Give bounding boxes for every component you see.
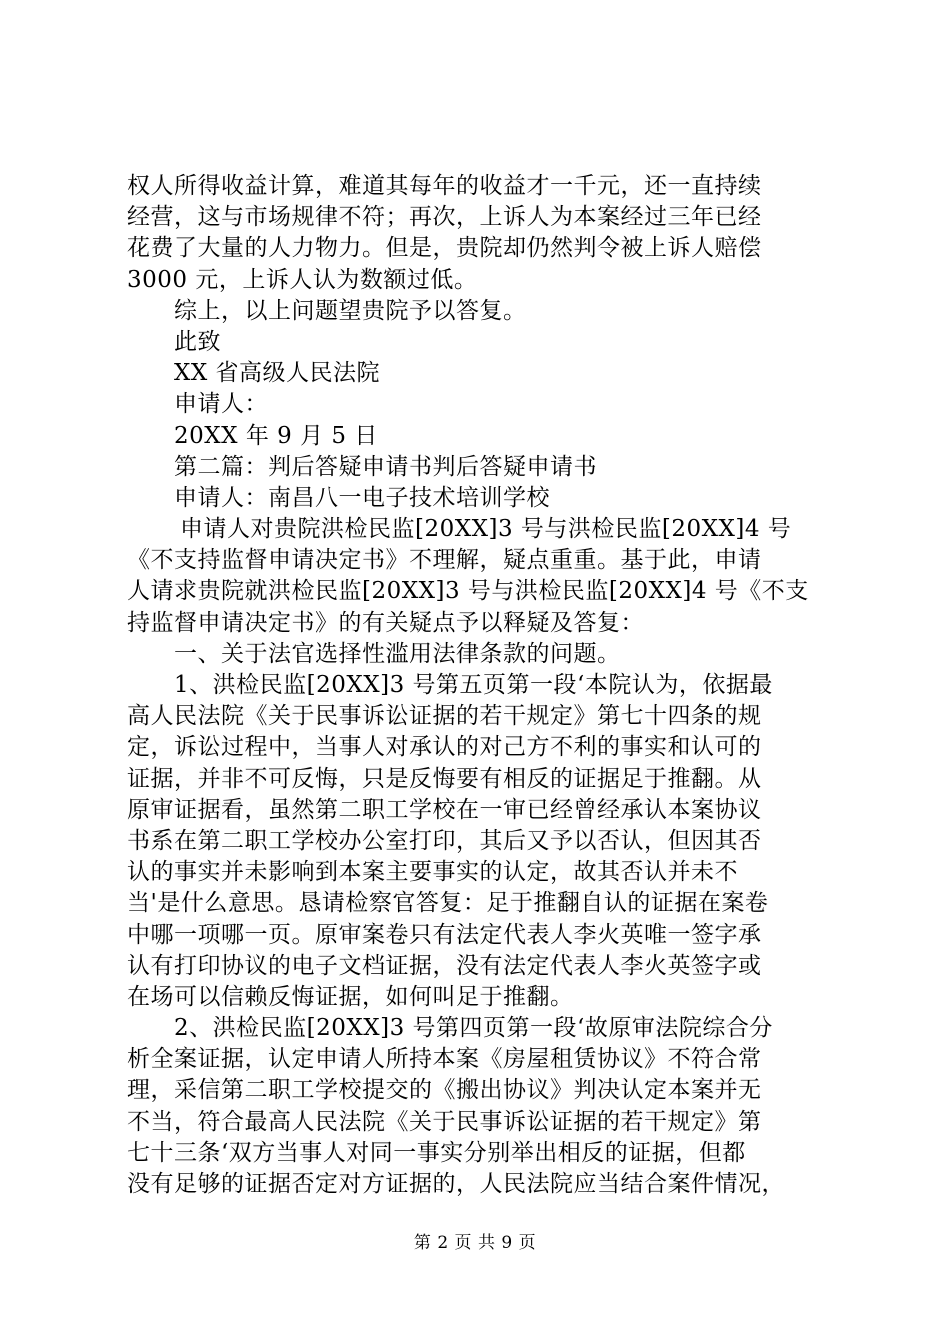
text-line: 不当，符合最高人民法院《关于民事诉讼证据的若干规定》第 — [127, 1108, 762, 1135]
text-line: 中哪一项哪一页。原审案卷只有法定代表人李火英唯一签字承 — [127, 921, 762, 948]
text-line: 《不支持监督申请决定书》不理解，疑点重重。基于此，申请 — [127, 547, 762, 574]
text-line: 权人所得收益计算，难道其每年的收益才一千元，还一直持续 — [127, 173, 762, 199]
text-line: 综上，以上问题望贵院予以答复。 — [174, 297, 527, 324]
text-line: 高人民法院《关于民事诉讼证据的若干规定》第七十四条的规 — [127, 703, 762, 730]
date-line: 20XX 年 9 月 5 日 — [174, 422, 378, 449]
text-line: 3000 元，上诉人认为数额过低。 — [127, 266, 478, 293]
recipient: XX 省高级人民法院 — [174, 360, 381, 387]
applicant-label: 申请人： — [174, 391, 268, 418]
section-title: 第二篇：判后答疑申请书判后答疑申请书 — [174, 453, 597, 480]
text-line: 原审证据看，虽然第二职工学校在一审已经曾经承认本案协议 — [127, 796, 762, 823]
text-line: 理，采信第二职工学校提交的《搬出协议》判决认定本案并无 — [127, 1077, 762, 1104]
text-line: 没有足够的证据否定对方证据的，人民法院应当结合案件情况， — [127, 1171, 785, 1197]
text-line: 定，诉讼过程中，当事人对承认的对己方不利的事实和认可的 — [127, 734, 762, 761]
salutation: 此致 — [174, 328, 221, 355]
text-line: 认的事实并未影响到本案主要事实的认定，故其否认并未不 — [127, 859, 738, 886]
document-body — [127, 171, 827, 1200]
text-line: 持监督申请决定书》的有关疑点予以释疑及答复： — [127, 609, 644, 636]
text-line: 申请人对贵院洪检民监[20XX]3 号与洪检民监[20XX]4 号 — [180, 516, 792, 543]
text-line: 1、洪检民监[20XX]3 号第五页第一段‘本院认为，依据最 — [174, 672, 773, 698]
text-line: 当'是什么意思。恳请检察官答复：足于推翻自认的证据在案卷 — [127, 890, 769, 917]
text-line: 2、洪检民监[20XX]3 号第四页第一段‘故原审法院综合分 — [174, 1015, 773, 1042]
text-line: 七十三条‘双方当事人对同一事实分别举出相反的证据，但都 — [127, 1139, 746, 1166]
text-line: 经营，这与市场规律不符；再次，上诉人为本案经过三年已经 — [127, 204, 762, 231]
text-line: 人请求贵院就洪检民监[20XX]3 号与洪检民监[20XX]4 号《不支 — [127, 578, 809, 605]
text-line: 书系在第二职工学校办公室打印，其后又予以否认，但因其否 — [127, 827, 762, 854]
applicant-line: 申请人：南昌八一电子技术培训学校 — [174, 484, 550, 511]
heading-line: 一、关于法官选择性滥用法律条款的问题。 — [174, 640, 621, 667]
page-number: 第 2 页 共 9 页 — [413, 1233, 537, 1253]
text-line: 证据，并非不可反悔，只是反悔要有相反的证据足于推翻。从 — [127, 765, 762, 792]
text-line: 认有打印协议的电子文档证据，没有法定代表人李火英签字或 — [127, 952, 762, 979]
text-line: 在场可以信赖反悔证据，如何叫足于推翻。 — [127, 983, 574, 1010]
text-line: 析全案证据，认定申请人所持本案《房屋租赁协议》不符合常 — [127, 1046, 762, 1073]
text-line: 花费了大量的人力物力。但是，贵院却仍然判令被上诉人赔偿 — [127, 235, 762, 262]
